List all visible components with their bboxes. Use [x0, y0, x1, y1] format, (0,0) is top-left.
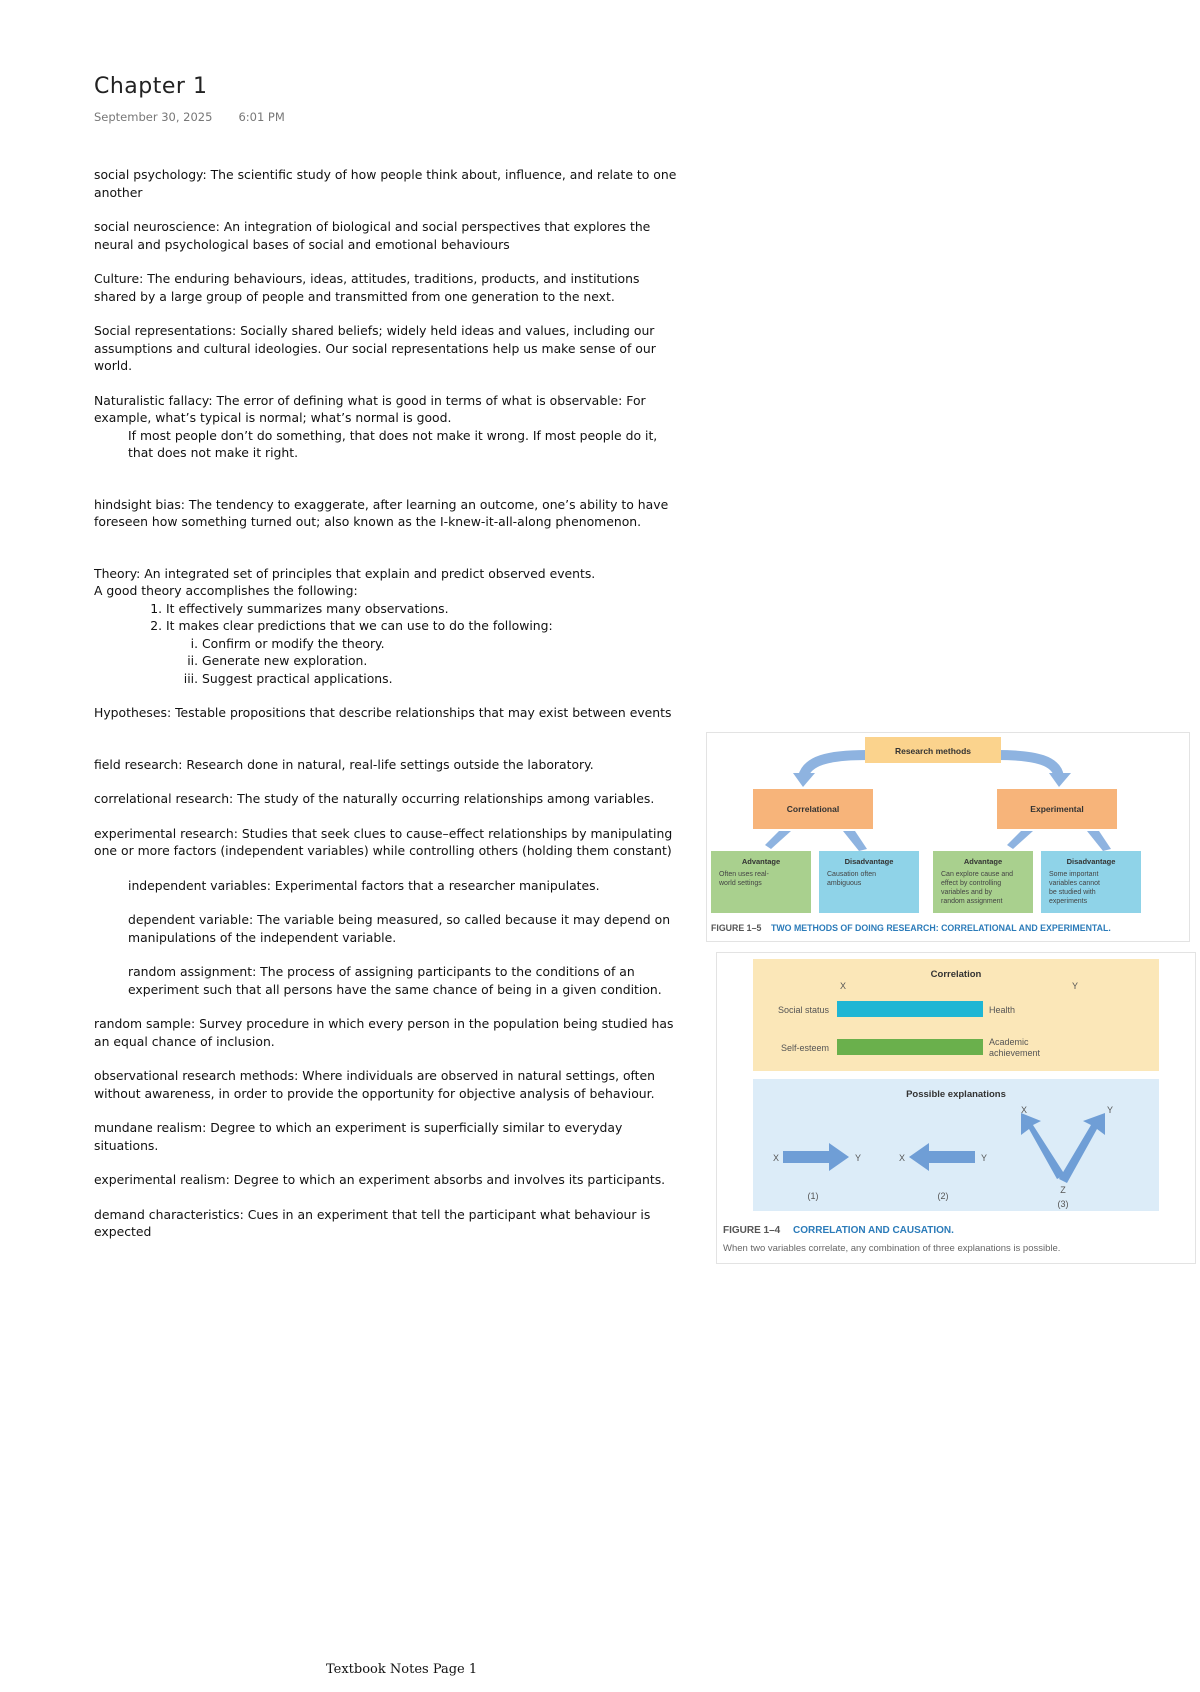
y-label: Y	[1107, 1105, 1114, 1115]
correlation-bar	[837, 1039, 983, 1055]
note-field-research: field research: Research done in natural, real-life settings outside the laboratory.	[94, 756, 594, 772]
method-box-line: Often uses real-	[719, 871, 769, 878]
label-research-methods: Research methods	[894, 746, 972, 756]
note-theory-sub: A good theory accomplishes the following:	[94, 583, 358, 598]
notes-body	[94, 166, 684, 1258]
label-correlational: Correlational	[786, 804, 840, 814]
list-item: i. Confirm or modify the theory.	[202, 635, 684, 653]
note-demand-characteristics: demand characteristics: Cues in an experiment that tell the participant what behaviour is expected	[94, 1206, 651, 1239]
page-date: September 30, 2025	[94, 110, 213, 124]
figure-1-5-caption-text: TWO METHODS OF DOING RESEARCH: CORRELATIONAL AND EXPERIMENTAL.	[771, 923, 1111, 933]
note-experimental-realism: experimental realism: Degree to which an experiment absorbs and involves its participants.	[94, 1172, 666, 1187]
method-box-line: variables and by	[941, 889, 992, 896]
method-box	[933, 851, 1033, 913]
note-random-sample: random sample: Survey procedure in which every person in the population being studied has an equal chance of inclusion.	[94, 1016, 674, 1049]
method-box	[1041, 851, 1141, 913]
note-social-neuroscience: social neuroscience: An integration of biological and social perspectives that explores the neural and psychological bases of social and emotional behaviours	[94, 219, 651, 252]
figure-1-4-caption-num: FIGURE 1–4	[723, 1225, 781, 1236]
method-box-line: ambiguous	[827, 880, 862, 887]
figure-1-5	[706, 732, 1190, 942]
method-box-head: Disadvantage	[844, 857, 894, 866]
note-hypotheses: Hypotheses: Testable propositions that describe relationships that may exist between events	[94, 705, 672, 720]
method-box-line: effect by controlling	[941, 880, 1002, 887]
note-hindsight-bias: hindsight bias: The tendency to exaggerate, after learning an outcome, one’s ability to have foreseen how something turned out; also known as the I-knew-it-all-along phenomenon.	[94, 496, 669, 529]
method-box-line: experiments	[1049, 898, 1088, 905]
note-independent-variables: independent variables: Experimental factors that a researcher manipulates.	[128, 877, 600, 893]
note-observational-research: observational research methods: Where individuals are observed in natural settings, often without awareness, in order to provide the opportunity for objective analysis of behaviour.	[94, 1068, 656, 1101]
method-box-head: Disadvantage	[1066, 857, 1116, 866]
row-right-label: Academic	[989, 1037, 1029, 1047]
note-naturalistic-fallacy: Naturalistic fallacy: The error of defining what is good in terms of what is observable: For example, what’s typical is normal; what’s normal is good.	[94, 392, 646, 425]
y-header: Y	[1071, 981, 1079, 991]
page-footer: Textbook Notes Page 1	[326, 1662, 478, 1677]
note-naturalistic-fallacy-sub: If most people don’t do something, that does not make it wrong. If most people do it, that does not make it right.	[128, 427, 658, 460]
method-box-line: Causation often	[827, 871, 877, 878]
list-item: ii. Generate new exploration.	[202, 652, 684, 670]
method-box-line: Some important	[1049, 871, 1099, 878]
figure-1-4	[716, 952, 1196, 1264]
note-social-representations: Social representations: Socially shared beliefs; widely held ideas and values, including our assumptions and cultural ideologies. Our social representations help us make sense of our world.	[94, 323, 656, 373]
method-box-line: random assignment	[941, 898, 1003, 905]
row-right-label: achievement	[989, 1048, 1041, 1058]
row-right-label: Health	[989, 1005, 1016, 1015]
note-theory: Theory: An integrated set of principles that explain and predict observed events.	[94, 565, 596, 581]
arrow-left-head	[793, 773, 815, 787]
x-header: X	[839, 981, 847, 991]
theory-list	[94, 600, 684, 688]
note-culture: Culture: The enduring behaviours, ideas, attitudes, traditions, products, and institutions shared by a large group of people and transmitted from one generation to the next.	[94, 271, 640, 304]
correlation-title: Correlation	[930, 969, 982, 980]
note-random-assignment: random assignment: The process of assigning participants to the conditions of an experiment such that all persons have the same chance of being in a given condition.	[128, 964, 662, 997]
panel-label-3: (3)	[1057, 1199, 1069, 1209]
note-mundane-realism: mundane realism: Degree to which an experiment is superficially similar to everyday situations.	[94, 1120, 623, 1153]
method-box-line: world settings	[719, 880, 762, 887]
x-label: X	[899, 1153, 906, 1163]
correlation-bar	[837, 1001, 983, 1017]
method-box-line: Can explore cause and	[941, 871, 1013, 878]
method-box	[819, 851, 919, 913]
method-box-head: Advantage	[963, 857, 1003, 866]
label-experimental: Experimental	[1030, 804, 1084, 814]
arrow-icon	[843, 831, 867, 851]
y-label: Y	[981, 1153, 988, 1163]
list-item	[166, 617, 684, 687]
panel-label-1: (1)	[807, 1191, 819, 1201]
figure-1-5-boxes	[711, 851, 1141, 913]
figure-1-5-caption-num: FIGURE 1–5	[711, 923, 762, 933]
z-label: Z	[1060, 1185, 1066, 1195]
row-left-label: Social status	[777, 1005, 829, 1015]
arrow-icon	[1007, 831, 1033, 849]
figure-1-4-diagram	[717, 953, 1195, 1263]
x-label: X	[1021, 1105, 1028, 1115]
list-item-text: It makes clear predictions that we can use to do the following:	[166, 618, 553, 633]
explanations-title: Possible explanations	[906, 1089, 1006, 1100]
page-time: 6:01 PM	[238, 110, 285, 124]
note-social-psychology: social psychology: The scientific study of how people think about, influence, and relate to one another	[94, 167, 677, 200]
y-label: Y	[855, 1153, 862, 1163]
method-box-line: be studied with	[1049, 889, 1096, 896]
page-meta	[94, 110, 285, 124]
figure-1-4-caption-text: CORRELATION AND CAUSATION.	[793, 1225, 954, 1236]
note-dependent-variable: dependent variable: The variable being measured, so called because it may depend on manipulations of the independent variable.	[128, 912, 671, 945]
note-experimental-research: experimental research: Studies that seek clues to cause–effect relationships by manipulating one or more factors (independent variables) while controlling others (holding them constant)	[94, 825, 673, 858]
panel-label-2: (2)	[937, 1191, 949, 1201]
x-label: X	[773, 1153, 780, 1163]
row-left-label: Self-esteem	[780, 1043, 829, 1053]
arrow-icon	[1087, 831, 1111, 851]
list-item: 1. It effectively summarizes many observations.	[166, 600, 684, 618]
method-box	[711, 851, 811, 913]
page-title: Chapter 1	[94, 74, 208, 99]
figure-1-4-caption-sub: When two variables correlate, any combination of three explanations is possible.	[723, 1243, 1061, 1254]
method-box-line: variables cannot	[1049, 880, 1100, 887]
arrow-right-head	[1049, 773, 1071, 787]
list-item: iii. Suggest practical applications.	[202, 670, 684, 688]
method-box-head: Advantage	[741, 857, 781, 866]
figure-1-5-diagram	[707, 733, 1189, 941]
note-correlational-research: correlational research: The study of the naturally occurring relationships among variables.	[94, 791, 655, 806]
arrow-icon	[765, 831, 791, 849]
sub-arrows	[765, 831, 1111, 851]
theory-sublist	[166, 635, 684, 688]
